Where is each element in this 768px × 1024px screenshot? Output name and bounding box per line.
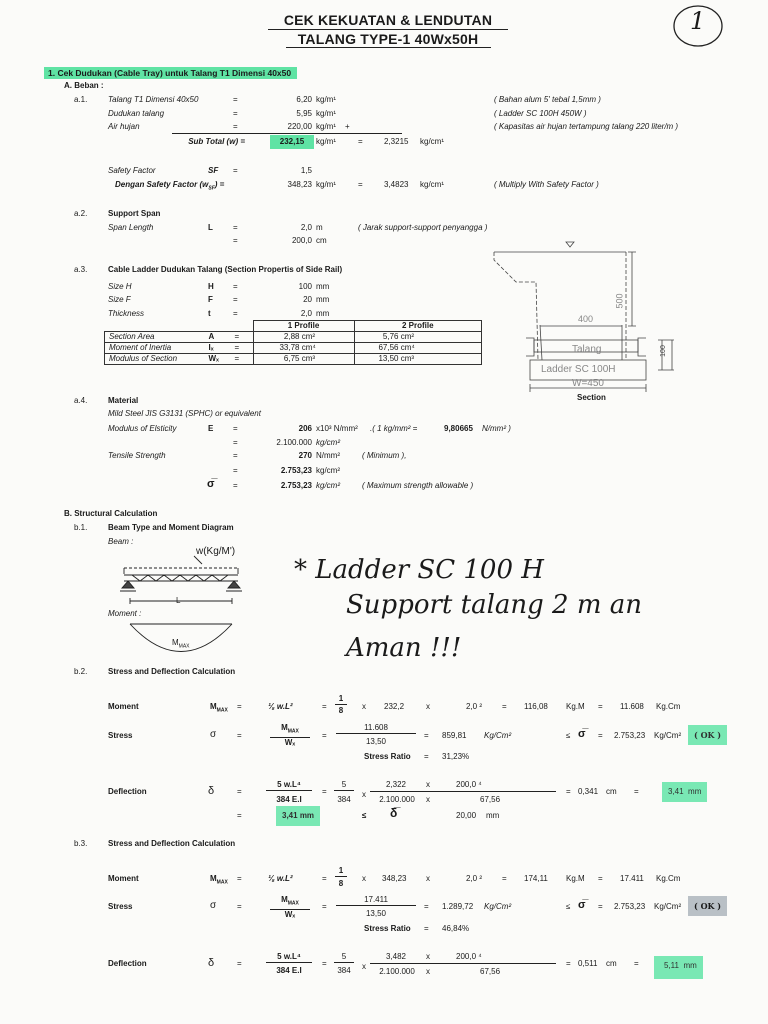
tensile-unit: N/mm²: [316, 451, 340, 460]
prop-1-profile-cell: 33,78 cm⁴: [253, 343, 354, 354]
a4-heading: Material: [108, 396, 139, 405]
b3-stress-le: ≤: [566, 902, 571, 911]
drawing-talang-label: Talang: [572, 344, 602, 355]
a1-row-eq: =: [233, 122, 238, 131]
b3-stress-ratio: 46,84%: [442, 924, 470, 933]
b2-moment-eq-4: =: [598, 702, 603, 711]
allowable-unit: kg/cm²: [316, 481, 340, 490]
b2-deflection-eq-2: =: [322, 787, 327, 796]
with-sf-eq: =: [358, 180, 363, 189]
b3-stress-result: 1.289,72: [442, 902, 474, 911]
a1-row-eq: =: [233, 109, 238, 118]
b2-moment-label: Moment: [108, 702, 139, 711]
b3-stress-ok: ( OK ): [688, 896, 727, 916]
b2-deflection-check-eq: =: [237, 811, 242, 820]
b2-stress-eq-3: =: [424, 731, 429, 740]
dim-unit: mm: [316, 295, 330, 304]
with-sf-value: 348,23: [287, 180, 312, 189]
a1-row-unit: kg/m¹: [316, 109, 336, 118]
b2-stress-eq-2: =: [322, 731, 327, 740]
span-length-symbol: L: [208, 223, 213, 232]
b3-label: b.3.: [74, 839, 88, 848]
b2-stress-le: ≤: [566, 731, 571, 740]
subtotal-label: Sub Total (w) =: [188, 137, 245, 146]
a1-row-note: ( Bahan alum 5' tebal 1,5mm ): [494, 95, 601, 104]
a1-row-name: Dudukan talang: [108, 109, 165, 118]
b2-moment-x: x: [362, 702, 366, 711]
title-line-2: TALANG TYPE-1 40Wx50H: [297, 31, 479, 47]
b3-moment-label: Moment: [108, 874, 139, 883]
a1-row-plus: +: [345, 122, 350, 131]
moment-label: Moment :: [108, 609, 142, 618]
a1-row-value: 220,00: [287, 122, 312, 131]
span-length-label: Span Length: [108, 223, 154, 232]
dim-value: 100: [298, 282, 312, 291]
span-length-eq: =: [233, 223, 238, 232]
b3-moment-L: 2,0 ²: [466, 874, 483, 883]
b3-deflection-eq-2: =: [322, 959, 327, 968]
span-length-value: 2,0: [300, 223, 312, 232]
b3-stress-ratio-eq: =: [424, 924, 429, 933]
span-length-eq-2: =: [233, 236, 238, 245]
b2-deflection-allow-unit: mm: [486, 811, 500, 820]
a1-row-note: ( Kapasitas air hujan tertampung talang 220 liter/m ): [494, 122, 679, 131]
handwritten-note-line-2: Support talang 2 m an: [346, 590, 643, 620]
allowable-eq: =: [233, 481, 238, 490]
b2-deflection-label: Deflection: [108, 787, 147, 796]
b2-deflection-unit: cm: [606, 787, 617, 796]
drawing-width-dim: 400: [578, 314, 594, 324]
dim-symbol: H: [208, 282, 214, 291]
b3-deflection-x-3: x: [426, 967, 430, 976]
b3-deflection-x: x: [362, 962, 366, 971]
b3-moment-w: 348,23: [382, 874, 407, 883]
table-row: [105, 332, 482, 343]
b3-stress-allow: 2.753,23: [614, 902, 646, 911]
b3-stress-den: 13,50: [365, 909, 387, 918]
prop-2-profile-cell: 5,76 cm²: [354, 332, 482, 343]
drawing-height-dim: 500: [614, 293, 625, 309]
safety-factor-symbol: SF: [208, 166, 219, 175]
prop-1-profile-cell: 6,75 cm³: [253, 354, 354, 365]
b3-stress-eq: =: [237, 902, 242, 911]
b3-deflection-eq: =: [237, 959, 242, 968]
b2-moment-L: 2,0 ²: [466, 702, 483, 711]
span-length-unit: m: [316, 223, 323, 232]
b3-moment-result: 174,11: [524, 874, 548, 883]
b3-deflection-fraction-bar: [370, 963, 556, 964]
b2-stress-allow: 2.753,23: [614, 731, 646, 740]
b2-moment-eq-3: =: [502, 702, 507, 711]
b2-deflection-result-mm: 3,41 mm: [662, 782, 707, 802]
dim-eq: =: [233, 309, 238, 318]
b2-stress-unit: Kg/Cm²: [484, 731, 512, 740]
modulus-eq-2: =: [233, 438, 238, 447]
b2-stress-eq: =: [237, 731, 242, 740]
b2-deflection-n1: 5: [334, 780, 354, 791]
handwritten-note-line-3: Aman !!!: [346, 633, 462, 663]
b2-stress-ok: ( OK ): [688, 725, 727, 745]
allowable-value: 2.753,23: [280, 481, 312, 490]
modulus-label: Modulus of Elsticity: [108, 424, 177, 433]
subtotal-converted: 2,3215: [384, 137, 409, 146]
b3-deflection-result-mm: 5,11 mm: [654, 956, 703, 979]
b3-heading: Stress and Deflection Calculation: [108, 839, 236, 848]
title-underline-2: [286, 47, 491, 48]
tensile-note: ( Minimum ),: [362, 451, 407, 460]
dim-unit: mm: [316, 309, 330, 318]
title-underline: [268, 29, 508, 30]
b1-heading: Beam Type and Moment Diagram: [108, 523, 234, 532]
a1-row-unit: kg/m¹: [316, 95, 336, 104]
a4-label: a.4.: [74, 396, 88, 405]
b3-moment-x-2: x: [426, 874, 430, 883]
b3-deflection-d2: 2.100.000: [379, 967, 415, 976]
drawing-ladder-label: Ladder SC 100H: [541, 364, 616, 375]
b2-deflection-fraction-bar: [370, 791, 556, 792]
b3-moment-eq-4: =: [598, 874, 603, 883]
b3-stress-eq-3: =: [424, 902, 429, 911]
modulus-conversion: .( 1 kg/mm² =: [370, 424, 418, 433]
prop-name-cell: Modulus of Section Wₓ =: [105, 354, 254, 365]
a1-label: a.1.: [74, 95, 88, 104]
b3-stress-allow-symbol: σ̅: [578, 899, 586, 911]
dim-value: 20: [303, 295, 312, 304]
b3-deflection-d1: 384: [337, 966, 351, 975]
subtotal-rule: [172, 133, 402, 134]
b2-moment-x-2: x: [426, 702, 430, 711]
a2-label: a.2.: [74, 209, 88, 218]
b2-moment-symbol: $M_{MAX}$: [210, 702, 228, 714]
subtotal-converted-unit: kg/cm¹: [420, 137, 444, 146]
b2-stress-label: Stress: [108, 731, 133, 740]
with-sf-unit: kg/m¹: [316, 180, 336, 189]
modulus-kgcm-value: 2.100.000: [276, 438, 312, 447]
a1-row-eq: =: [233, 95, 238, 104]
b2-deflection-eq: =: [237, 787, 242, 796]
table-header-row: [105, 321, 482, 332]
b3-moment-frac-den: 8: [338, 879, 344, 888]
drawing-width-label: W=450: [572, 378, 604, 389]
b2-moment-result-2: 11.608: [620, 702, 644, 711]
with-sf-note: ( Multiply With Safety Factor ): [494, 180, 599, 189]
b2-stress-ratio: 31,23%: [442, 752, 470, 761]
b2-deflection-n3: 200,0 ⁴: [456, 780, 482, 789]
dim-unit: mm: [316, 282, 330, 291]
handwritten-note-line-1: * Ladder SC 100 H: [294, 555, 544, 585]
mmax-label: $M_{MAX}$: [172, 638, 190, 650]
b2-moment-eq: =: [237, 702, 242, 711]
drawing-caption: Section: [577, 393, 606, 402]
modulus-symbol: E: [208, 424, 214, 433]
section-b-heading: B. Structural Calculation: [64, 509, 158, 518]
safety-factor-eq: =: [233, 166, 238, 175]
b2-deflection-d3: 67,56: [480, 795, 501, 804]
safety-factor-label: Safety Factor: [108, 166, 156, 175]
b3-deflection-n3: 200,0 ⁴: [456, 952, 482, 961]
dim-eq: =: [233, 282, 238, 291]
dim-symbol: F: [208, 295, 213, 304]
table-row: [105, 354, 482, 365]
prop-2-profile-cell: 67,56 cm⁴: [354, 343, 482, 354]
a1-row-value: 6,20: [296, 95, 312, 104]
b3-deflection-symbol: δ: [208, 957, 215, 969]
beam-label: Beam :: [108, 537, 134, 546]
b3-deflection-n2: 3,482: [385, 952, 407, 961]
b3-stress-allow-unit: Kg/Cm²: [654, 902, 682, 911]
b2-moment-frac-num: 1: [335, 694, 347, 705]
dim-name: Thickness: [108, 309, 145, 318]
page-number: 1: [690, 7, 706, 35]
b3-moment-symbol: $M_{MAX}$: [210, 874, 228, 886]
modulus-eq: =: [233, 424, 238, 433]
prop-2-profile-cell: 13,50 cm³: [354, 354, 482, 365]
b3-deflection-n1: 5: [334, 952, 354, 963]
title-line-1: CEK KEKUATAN & LENDUTAN: [283, 12, 493, 28]
b2-moment-formula: ⅛ w.L²: [268, 702, 293, 711]
b3-deflection-result: 0,511: [578, 959, 598, 968]
b2-moment-frac-den: 8: [338, 706, 344, 715]
b2-deflection-eq-3: =: [566, 787, 571, 796]
span-length-note: ( Jarak support-support penyangga ): [358, 223, 488, 232]
drawing-height-100-dim: 100: [659, 345, 667, 357]
b3-moment-eq-2: =: [322, 874, 327, 883]
subtotal-unit: kg/m¹: [316, 137, 336, 146]
modulus-kgcm-unit: kg/cm²: [316, 438, 340, 447]
a3-label: a.3.: [74, 265, 88, 274]
b2-deflection-n2: 2,322: [385, 780, 407, 789]
a2-heading: Support Span: [108, 209, 161, 218]
b3-moment-formula: ⅛ w.L²: [268, 874, 293, 883]
span-length-cm: 200,0: [291, 236, 312, 245]
b2-deflection-formula-den: 384 E.I: [276, 795, 302, 804]
subtotal-value: 232,15: [270, 135, 314, 149]
b3-deflection-formula-num: 5 w.L⁴: [266, 952, 312, 963]
b2-moment-unit-2: Kg.Cm: [656, 702, 681, 711]
b3-deflection-unit: cm: [606, 959, 617, 968]
a3-heading: Cable Ladder Dudukan Talang (Section Propertis of Side Rail): [108, 265, 343, 274]
b2-deflection-check-value: 3,41 mm: [276, 806, 320, 826]
b3-deflection-eq-4: =: [634, 959, 639, 968]
b2-deflection-symbol: δ: [208, 785, 215, 797]
b3-stress-eq-4: =: [598, 902, 603, 911]
b2-moment-w: 232,2: [384, 702, 405, 711]
table-row: [105, 343, 482, 354]
dim-eq: =: [233, 295, 238, 304]
tensile-eq-2: =: [233, 466, 238, 475]
b3-stress-num: 17.411: [336, 895, 416, 906]
b2-heading: Stress and Deflection Calculation: [108, 667, 236, 676]
b2-deflection-d2: 2.100.000: [379, 795, 415, 804]
prop-name-cell: Section Area A =: [105, 332, 254, 343]
col-2-profile: 2 Profile: [354, 321, 482, 332]
tensile-label: Tensile Strength: [108, 451, 166, 460]
b2-stress-allow-symbol: σ̅: [578, 728, 586, 740]
b2-stress-symbol: σ: [210, 729, 217, 740]
dim-name: Size H: [108, 282, 132, 291]
a1-row-unit: kg/m¹: [316, 122, 336, 131]
b3-stress-unit: Kg/Cm²: [484, 902, 512, 911]
b3-moment-eq: =: [237, 874, 242, 883]
dim-value: 2,0: [300, 309, 312, 318]
b2-stress-frac-num: $M_{MAX}$: [270, 723, 310, 738]
span-length-cm-unit: cm: [316, 236, 327, 245]
material-spec: Mild Steel JIS G3131 (SPHC) or equivalent: [108, 409, 261, 418]
b3-stress-frac-den: Wₓ: [284, 910, 296, 919]
modulus-value: 206: [298, 424, 312, 433]
tensile-kgcm-value: 2.753,23: [280, 466, 312, 475]
modulus-conversion-unit: N/mm² ): [482, 424, 511, 433]
dim-name: Size F: [108, 295, 131, 304]
tensile-value: 270: [298, 451, 312, 460]
b2-deflection-allow: 20,00: [456, 811, 477, 820]
safety-factor-value: 1,5: [300, 166, 312, 175]
b3-moment-x: x: [362, 874, 366, 883]
section-1-heading: 1. Cek Dudukan (Cable Tray) untuk Talang T1 Dimensi 40x50: [44, 67, 297, 79]
allowable-note: ( Maximum strength allowable ): [362, 481, 474, 490]
with-sf-converted-unit: kg/cm¹: [420, 180, 444, 189]
b3-deflection-label: Deflection: [108, 959, 147, 968]
allowable-stress-symbol: σ̅: [207, 478, 215, 490]
b2-stress-ratio-eq: =: [424, 752, 429, 761]
b2-stress-frac-den: Wₓ: [284, 738, 296, 747]
b2-stress-ratio-label: Stress Ratio: [364, 752, 411, 761]
b3-deflection-eq-3: =: [566, 959, 571, 968]
prop-name-cell: Moment of Inertia Iₓ =: [105, 343, 254, 354]
b2-deflection-result: 0,341: [578, 787, 599, 796]
load-label: w(Kg/M'): [196, 546, 236, 557]
b2-deflection-x: x: [362, 790, 366, 799]
b2-deflection-formula-num: 5 w.L⁴: [266, 780, 312, 791]
prop-1-profile-cell: 2,88 cm²: [253, 332, 354, 343]
section-a-heading: A. Beban :: [64, 81, 104, 90]
a1-row-name: Talang T1 Dimensi 40x50: [108, 95, 199, 104]
b2-stress-allow-unit: Kg/Cm²: [654, 731, 682, 740]
b3-stress-eq-2: =: [322, 902, 327, 911]
b3-stress-symbol: σ: [210, 900, 217, 911]
a1-row-name: Air hujan: [108, 122, 140, 131]
dim-symbol: t: [208, 309, 211, 318]
b3-stress-frac-num: $M_{MAX}$: [270, 895, 310, 910]
b3-stress-ratio-label: Stress Ratio: [364, 924, 411, 933]
modulus-unit: x10³ N/mm²: [316, 424, 358, 433]
modulus-conversion-value: 9,80665: [444, 424, 473, 433]
span-label-L: L: [176, 596, 181, 605]
b3-moment-unit-2: Kg.Cm: [656, 874, 681, 883]
tensile-eq: =: [233, 451, 238, 460]
b2-label: b.2.: [74, 667, 88, 676]
b3-moment-eq-3: =: [502, 874, 507, 883]
b3-deflection-d3: 67,56: [480, 967, 501, 976]
b2-moment-eq-2: =: [322, 702, 327, 711]
b2-moment-unit: Kg.M: [566, 702, 585, 711]
b2-deflection-le: ≤: [362, 811, 367, 820]
b3-stress-label: Stress: [108, 902, 133, 911]
a1-row-note: ( Ladder SC 100H 450W ): [494, 109, 587, 118]
b1-label: b.1.: [74, 523, 88, 532]
b3-moment-result-2: 17.411: [620, 874, 644, 883]
b2-deflection-x-3: x: [426, 795, 430, 804]
b2-moment-result: 116,08: [524, 702, 548, 711]
b3-deflection-x-2: x: [426, 952, 430, 961]
b2-stress-num: 11.608: [336, 723, 416, 734]
b2-deflection-eq-4: =: [634, 787, 639, 796]
col-1-profile: 1 Profile: [253, 321, 354, 332]
b2-stress-eq-4: =: [598, 731, 603, 740]
a1-row-value: 5,95: [296, 109, 312, 118]
with-sf-label: Dengan Safety Factor $(w_{SF})$ =: [115, 180, 225, 192]
b2-deflection-allow-symbol: δ̅: [390, 806, 398, 820]
b2-deflection-d1: 384: [337, 795, 351, 804]
b3-moment-frac-num: 1: [335, 866, 347, 877]
with-sf-converted: 3,4823: [384, 180, 409, 189]
tensile-kgcm-unit: kg/cm²: [316, 466, 340, 475]
b2-stress-den: 13,50: [365, 737, 387, 746]
b3-deflection-formula-den: 384 E.I: [276, 966, 302, 975]
section-properties-table: [104, 320, 482, 365]
b3-moment-unit: Kg.M: [566, 874, 585, 883]
b2-stress-result: 859,81: [442, 731, 467, 740]
b2-deflection-x-2: x: [426, 780, 430, 789]
subtotal-eq: =: [358, 137, 363, 146]
